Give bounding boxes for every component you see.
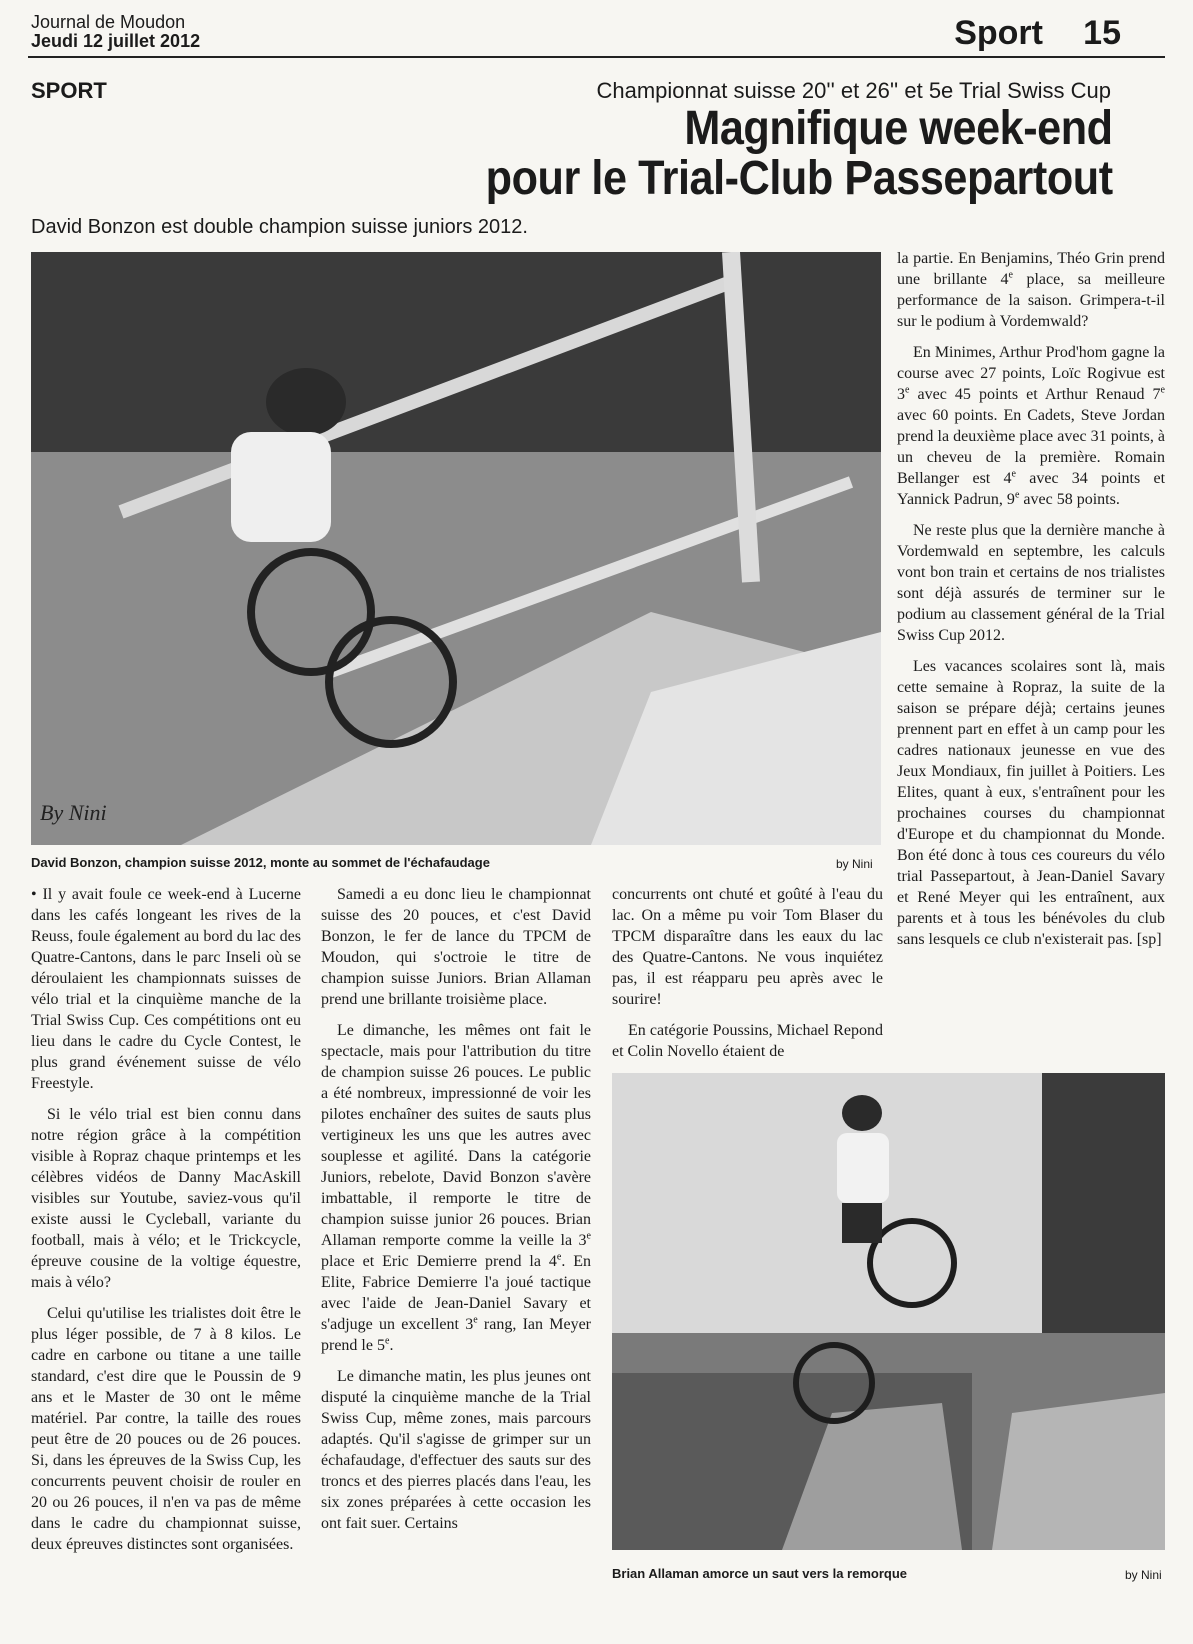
col1-paragraph-3: Celui qu'utilise les trialistes doit être le plus léger possible, de 7 à 8 kilos. Le cadre en carbone ou titane a une taille standard, c'est dire que le Poussin de 9 ans et le Master de 30 ont le même matériel. Par contre, la taille des roues peut être de 20 pouces ou de 26 pouces. Si, dans les épreuves de la Swiss Cup, les concurrents peuvent choisir de rouler en 20 ou 26 pouces, il n'en va pas de même dans le cadre du championnat suisse, deux épreuves distinctes sont organisées. [31,1305,301,1553]
right-paragraph-4: Les vacances scolaires sont là, mais cette semaine à Ropraz, la suite de la saison se prépare déjà; certains jeunes prennent part en effet à un camp pour les cadres nationaux jeunesse en vue des Jeux Mondiaux, fin juillet à Poitiers. Les Elites, quant à eux, s'entraînent pour les prochaines courses du championnat d'Europe et du championnat du Monde. Bon été donc à tous ces coureurs du vélo trial Passepartout, à Jean-Daniel Savary et René Meyer qui les entraînent, aux parents et à tous les bénévoles du club sans lesquels ce club n'existerait pas. [sp] [897,658,1165,948]
photo-illustration-2 [612,1073,1165,1550]
second-photo-credit: by Nini [1125,1568,1162,1582]
col1-paragraph-1: • Il y avait foule ce week-end à Lucerne dans les cafés longeant les rives de la Reuss, foule également au bord du lac des Quatre-Cantons, dans le parc Inseli où se déroulaient les championnats suisses de vélo trial et la cinquième manche de la Trial Swiss Cup. Ces compétitions ont eu lieu dans le cadre du Cycle Contest, le plus grand événement suisse de vélo Freestyle. [31,886,301,1092]
page-number: 15 [1083,14,1121,52]
col2-paragraph-1: Samedi a eu donc lieu le championnat suisse des 20 pouces, et c'est David Bonzon, le fer de lance du TPCM de Moudon, qui s'octroie le titre de champion suisse Juniors. Brian Allaman prend une brillante troisième place. [321,886,591,1008]
column-3 [612,884,883,1072]
second-photo-caption: Brian Allaman amorce un saut vers la remorque [612,1566,908,1581]
publication-name: Journal de Moudon [31,12,186,32]
main-photo-credit: by Nini [836,857,873,871]
column-1 [31,884,301,1565]
photographer-signature: By Nini [40,800,107,825]
main-photo-rider-on-scaffolding [31,252,881,845]
column-2 [321,884,591,1544]
rubric: SPORT [31,78,107,103]
headline-line-2: pour le Trial-Club Passepartout [486,152,1113,205]
main-photo-caption: David Bonzon, champion suisse 2012, monte au sommet de l'échafaudage [31,855,490,870]
kicker: Championnat suisse 20'' et 26'' et 5e Trial Swiss Cup [596,78,1111,103]
photo-illustration [31,252,881,845]
headline [486,104,1113,204]
col3-paragraph-1: concurrents ont chuté et goûté à l'eau du lac. On a même pu voir Tom Blaser du TPCM disparaître dans les eaux du lac des Quatre-Cantons. Ne vous inquiétez pas, il est réapparu peu après avec le sourire! [612,886,883,1008]
right-paragraph-1: la partie. En Benjamins, Théo Grin prend une brillante 4e place, sa meilleure performance de la saison. Grimpera-t-il sur le podium à Vordemwald? [897,250,1165,330]
right-paragraph-2: En Minimes, Arthur Prod'hom gagne la course avec 27 points, Loïc Rogivue est 3e avec 45 points et Arthur Renaud 7e avec 60 points. En Cadets, Steve Jordan prend la deuxième place avec 31 points, à un cheveu de la première. Romain Bellanger est 4e avec 34 points et Yannick Padrun, 9e avec 58 points. [897,344,1166,508]
issue-date: Jeudi 12 juillet 2012 [31,31,201,51]
header-rule [28,56,1165,58]
headline-line-1: Magnifique week-end [684,102,1113,155]
col3-paragraph-2: En catégorie Poussins, Michael Repond et Colin Novello étaient de [612,1022,883,1060]
col1-paragraph-2: Si le vélo trial est bien connu dans notre région grâce à la compétition visible à Ropraz chaque printemps et les célèbres vidéos de Danny MacAskill visibles sur Youtube, saviez-vous qu'il existe aussi le Cycleball, variante du football, mais à vélo; et le Trickcycle, épreuve cousine de la voltige équestre, mais à vélo? [31,1106,301,1291]
second-photo-rider-jump [612,1073,1165,1550]
section-title: Sport [954,14,1043,52]
right-column [897,248,1165,960]
col2-paragraph-2: Le dimanche, les mêmes ont fait le spectacle, mais pour l'attribution du titre de champion suisse 26 pouces. Le public a été nombreux, impressionné de voir les pilotes enchaîner des suites de sauts plus vertigineux les uns que les autres avec souplesse et agilité. Dans la catégorie Juniors, rebelote, David Bonzon s'avère imbattable, il remporte le titre de champion suisse junior 26 pouces. Brian Allaman remporte comme la veille la 3e place et Eric Demierre prend la 4e. En Elite, Fabrice Demierre l'a joué tactique avec l'aide de Jean-Daniel Savary et s'adjuge un excellent 3e rang, Ian Meyer prend le 5e. [321,1022,592,1354]
right-paragraph-3: Ne reste plus que la dernière manche à Vordemwald en septembre, les calculs vont bon train et certains de nos trialistes sont déjà assurés de terminer sur le podium au classement général de la Trial Swiss Cup 2012. [897,522,1165,644]
col2-paragraph-3: Le dimanche matin, les plus jeunes ont disputé la cinquième manche de la Trial Swiss Cup, même zones, mais parcours adaptés. Qu'il s'agisse de grimper sur un échafaudage, d'effectuer des sauts sur des troncs et des pierres placés dans l'eau, les six zones préparées à cette occasion les ont fait suer. Certains [321,1368,591,1532]
lead: David Bonzon est double champion suisse juniors 2012. [31,216,528,238]
